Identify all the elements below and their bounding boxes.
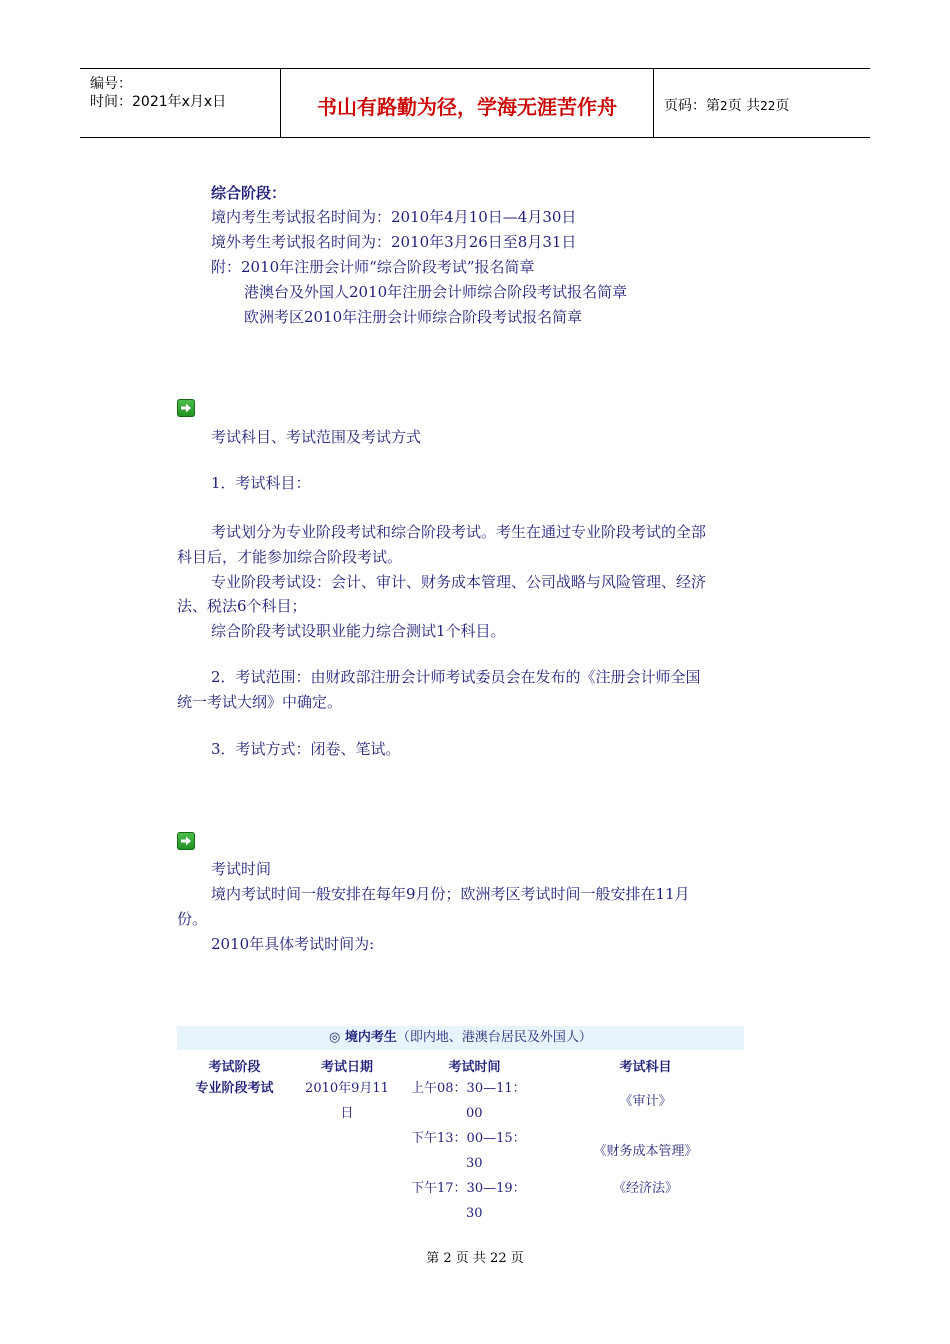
section2-heading: 考试时间	[211, 860, 272, 878]
table-row-subject: 《审计》	[619, 1094, 672, 1109]
comprehensive-title: 综合阶段：	[211, 184, 287, 202]
appendix-link-2[interactable]: 港澳台及外国人2010年注册会计师综合阶段考试报名简章	[244, 283, 628, 301]
page-suffix: 页	[775, 98, 790, 114]
header-motto-cell	[281, 69, 654, 137]
page-prefix: 页码：第	[664, 98, 720, 114]
section1-heading: 考试科目、考试范围及考试方式	[211, 428, 422, 446]
number-label: 编号：	[90, 76, 132, 92]
page-footer: 第 2 页 共 22 页	[426, 1251, 524, 1266]
table-date-line2: 日	[340, 1106, 354, 1121]
section1-para2-line2: 法、税法6个科目；	[177, 597, 307, 615]
table-stage: 专业阶段考试	[195, 1081, 274, 1096]
overseas-registration: 境外考生考试报名时间为：2010年3月26日至8月31日	[211, 233, 577, 251]
page-header	[80, 68, 870, 138]
domestic-registration: 境内考生考试报名时间为：2010年4月10日—4月30日	[211, 208, 577, 226]
header-page-cell	[654, 69, 870, 137]
appendix-link-1[interactable]: 附：2010年注册会计师“综合阶段考试”报名简章	[211, 258, 535, 276]
section1-para1-line1: 考试划分为专业阶段考试和综合阶段考试。考生在通过专业阶段考试的全部	[211, 523, 707, 541]
arrow-right-icon	[177, 399, 195, 417]
page-number: 2	[720, 99, 728, 113]
motto: 书山有路勤为径，学海无涯苦作舟	[317, 95, 617, 119]
section1-item2-line2: 统一考试大纲》中确定。	[177, 693, 343, 711]
time-label: 时间：2021年x月x日	[90, 94, 227, 110]
arrow-right-icon	[177, 832, 195, 850]
table-row-subject: 《财务成本管理》	[593, 1144, 698, 1159]
table-row-subject: 《经济法》	[612, 1181, 678, 1196]
section2-line2: 份。	[177, 910, 208, 928]
table-row-time-line1: 上午08：30—11：	[411, 1081, 526, 1096]
page-indicator	[664, 95, 789, 115]
section1-item2-line1: 2．考试范围：由财政部注册会计师考试委员会在发布的《注册会计师全国	[211, 668, 701, 686]
section1-item3: 3．考试方式：闭卷、笔试。	[211, 740, 401, 758]
table-row-time-line2: 30	[466, 1156, 483, 1171]
table-row-time-line1: 下午17：30—19：	[411, 1181, 526, 1196]
section1-item1: 1．考试科目：	[211, 474, 311, 492]
appendix-link-3[interactable]: 欧洲考区2010年注册会计师综合阶段考试报名简章	[244, 308, 583, 326]
header-meta-cell	[80, 69, 281, 137]
section1-para2-line1: 专业阶段考试设：会计、审计、财务成本管理、公司战略与风险管理、经济	[211, 573, 707, 591]
section1-para1-line2: 科目后，才能参加综合阶段考试。	[177, 548, 403, 566]
table-title-note: （即内地、港澳台居民及外国人）	[396, 1030, 592, 1045]
table-date-line1: 2010年9月11	[305, 1081, 389, 1096]
table-row-time-line1: 下午13：00—15：	[411, 1131, 526, 1146]
page-mid: 页 共	[727, 98, 761, 114]
section1-para3: 综合阶段考试设职业能力综合测试1个科目。	[211, 622, 506, 640]
table-header-date: 考试日期	[320, 1060, 373, 1075]
table-row-time-line2: 30	[466, 1206, 483, 1221]
table-header-time: 考试时间	[448, 1060, 501, 1075]
table-header-stage: 考试阶段	[208, 1060, 261, 1075]
table-header-subject: 考试科目	[619, 1060, 672, 1075]
table-row-time-line2: 00	[466, 1106, 483, 1121]
table-title	[177, 1026, 744, 1050]
page-total: 22	[760, 99, 776, 113]
section2-line3: 2010年具体考试时间为:	[211, 935, 375, 953]
section2-line1: 境内考试时间一般安排在每年9月份；欧洲考区考试时间一般安排在11月	[211, 885, 690, 903]
table-title-main: ◎ 境内考生	[329, 1030, 397, 1045]
